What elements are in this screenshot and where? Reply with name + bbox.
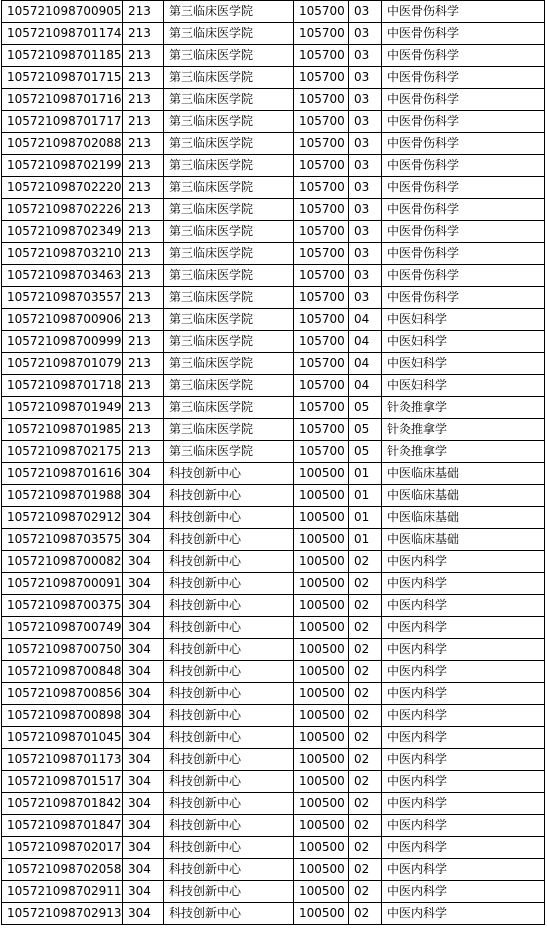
college-code-cell: 304 (123, 903, 164, 925)
candidate-id-cell: 105721098701847 (2, 815, 123, 837)
major-name-cell: 中医内科学 (382, 749, 545, 771)
college-code-cell: 304 (123, 639, 164, 661)
table-row (2, 771, 545, 793)
college-code-cell: 213 (123, 133, 164, 155)
direction-code-cell: 05 (349, 419, 382, 441)
candidate-id-cell: 105721098700898 (2, 705, 123, 727)
candidate-id-cell: 105721098700906 (2, 309, 123, 331)
college-code-cell: 304 (123, 529, 164, 551)
table-row (2, 815, 545, 837)
direction-code-cell: 02 (349, 815, 382, 837)
college-name-cell: 科技创新中心 (164, 749, 294, 771)
major-code-cell: 100500 (294, 683, 349, 705)
college-code-cell: 213 (123, 419, 164, 441)
college-name-cell: 第三临床医学院 (164, 265, 294, 287)
table-row (2, 199, 545, 221)
college-name-cell: 科技创新中心 (164, 771, 294, 793)
table-row (2, 595, 545, 617)
college-name-cell: 第三临床医学院 (164, 221, 294, 243)
major-code-cell: 100500 (294, 859, 349, 881)
college-name-cell: 科技创新中心 (164, 881, 294, 903)
major-name-cell: 中医骨伤科学 (382, 23, 545, 45)
major-code-cell: 100500 (294, 639, 349, 661)
college-code-cell: 213 (123, 1, 164, 23)
admission-list-table (1, 0, 545, 925)
direction-code-cell: 01 (349, 529, 382, 551)
college-name-cell: 科技创新中心 (164, 705, 294, 727)
table-row (2, 551, 545, 573)
college-name-cell: 第三临床医学院 (164, 155, 294, 177)
direction-code-cell: 02 (349, 617, 382, 639)
major-code-cell: 100500 (294, 617, 349, 639)
college-name-cell: 第三临床医学院 (164, 89, 294, 111)
major-code-cell: 100500 (294, 837, 349, 859)
major-code-cell: 105700 (294, 89, 349, 111)
table-row (2, 67, 545, 89)
table-row (2, 419, 545, 441)
major-code-cell: 105700 (294, 111, 349, 133)
direction-code-cell: 03 (349, 67, 382, 89)
table-row (2, 221, 545, 243)
major-code-cell: 105700 (294, 397, 349, 419)
college-code-cell: 213 (123, 353, 164, 375)
major-code-cell: 105700 (294, 419, 349, 441)
direction-code-cell: 03 (349, 89, 382, 111)
major-name-cell: 中医临床基础 (382, 507, 545, 529)
major-name-cell: 中医妇科学 (382, 331, 545, 353)
table-row (2, 573, 545, 595)
candidate-id-cell: 105721098702913 (2, 903, 123, 925)
major-code-cell: 105700 (294, 441, 349, 463)
college-code-cell: 304 (123, 551, 164, 573)
table-row (2, 727, 545, 749)
college-code-cell: 304 (123, 705, 164, 727)
major-name-cell: 中医内科学 (382, 551, 545, 573)
table-row (2, 287, 545, 309)
candidate-id-cell: 105721098702088 (2, 133, 123, 155)
major-code-cell: 100500 (294, 595, 349, 617)
major-name-cell: 中医内科学 (382, 771, 545, 793)
college-name-cell: 科技创新中心 (164, 793, 294, 815)
major-code-cell: 100500 (294, 661, 349, 683)
major-name-cell: 针灸推拿学 (382, 419, 545, 441)
candidate-id-cell: 105721098702911 (2, 881, 123, 903)
table-row (2, 793, 545, 815)
college-name-cell: 科技创新中心 (164, 727, 294, 749)
table-row (2, 529, 545, 551)
college-name-cell: 科技创新中心 (164, 859, 294, 881)
major-name-cell: 中医内科学 (382, 683, 545, 705)
college-code-cell: 213 (123, 265, 164, 287)
major-code-cell: 100500 (294, 573, 349, 595)
major-code-cell: 100500 (294, 793, 349, 815)
major-name-cell: 中医临床基础 (382, 529, 545, 551)
direction-code-cell: 02 (349, 727, 382, 749)
college-name-cell: 第三临床医学院 (164, 375, 294, 397)
college-code-cell: 304 (123, 463, 164, 485)
major-code-cell: 105700 (294, 133, 349, 155)
college-code-cell: 213 (123, 375, 164, 397)
table-row (2, 155, 545, 177)
major-name-cell: 中医内科学 (382, 727, 545, 749)
major-name-cell: 中医骨伤科学 (382, 199, 545, 221)
college-code-cell: 213 (123, 45, 164, 67)
table-body (2, 1, 545, 925)
table-row (2, 309, 545, 331)
major-name-cell: 中医内科学 (382, 881, 545, 903)
college-code-cell: 304 (123, 573, 164, 595)
college-code-cell: 304 (123, 617, 164, 639)
college-name-cell: 第三临床医学院 (164, 199, 294, 221)
direction-code-cell: 03 (349, 243, 382, 265)
major-code-cell: 100500 (294, 463, 349, 485)
candidate-id-cell: 105721098701949 (2, 397, 123, 419)
college-code-cell: 304 (123, 793, 164, 815)
candidate-id-cell: 105721098701716 (2, 89, 123, 111)
table-row (2, 617, 545, 639)
major-code-cell: 100500 (294, 705, 349, 727)
major-name-cell: 中医内科学 (382, 617, 545, 639)
direction-code-cell: 03 (349, 1, 382, 23)
major-name-cell: 中医内科学 (382, 837, 545, 859)
candidate-id-cell: 105721098702912 (2, 507, 123, 529)
direction-code-cell: 02 (349, 793, 382, 815)
table-row (2, 23, 545, 45)
college-name-cell: 科技创新中心 (164, 837, 294, 859)
direction-code-cell: 01 (349, 463, 382, 485)
major-code-cell: 105700 (294, 331, 349, 353)
college-name-cell: 第三临床医学院 (164, 309, 294, 331)
direction-code-cell: 03 (349, 111, 382, 133)
table-row (2, 1, 545, 23)
college-code-cell: 304 (123, 837, 164, 859)
major-code-cell: 100500 (294, 815, 349, 837)
candidate-id-cell: 105721098702058 (2, 859, 123, 881)
direction-code-cell: 03 (349, 155, 382, 177)
major-code-cell: 100500 (294, 749, 349, 771)
major-code-cell: 100500 (294, 529, 349, 551)
major-name-cell: 中医内科学 (382, 705, 545, 727)
table-row (2, 749, 545, 771)
major-name-cell: 中医骨伤科学 (382, 45, 545, 67)
table-row (2, 639, 545, 661)
candidate-id-cell: 105721098701718 (2, 375, 123, 397)
college-code-cell: 213 (123, 243, 164, 265)
major-code-cell: 100500 (294, 727, 349, 749)
major-name-cell: 中医骨伤科学 (382, 155, 545, 177)
candidate-id-cell: 105721098700856 (2, 683, 123, 705)
table-row (2, 705, 545, 727)
candidate-id-cell: 105721098703557 (2, 287, 123, 309)
major-code-cell: 105700 (294, 353, 349, 375)
candidate-id-cell: 105721098701173 (2, 749, 123, 771)
college-name-cell: 第三临床医学院 (164, 133, 294, 155)
table-row (2, 331, 545, 353)
college-name-cell: 科技创新中心 (164, 507, 294, 529)
college-name-cell: 科技创新中心 (164, 595, 294, 617)
college-code-cell: 213 (123, 199, 164, 221)
college-code-cell: 213 (123, 155, 164, 177)
table-row (2, 881, 545, 903)
college-code-cell: 304 (123, 595, 164, 617)
college-code-cell: 304 (123, 815, 164, 837)
college-name-cell: 第三临床医学院 (164, 397, 294, 419)
candidate-id-cell: 105721098700091 (2, 573, 123, 595)
college-name-cell: 科技创新中心 (164, 683, 294, 705)
table-row (2, 353, 545, 375)
table-row (2, 397, 545, 419)
table-row (2, 111, 545, 133)
candidate-id-cell: 105721098702226 (2, 199, 123, 221)
major-name-cell: 中医骨伤科学 (382, 287, 545, 309)
college-code-cell: 213 (123, 89, 164, 111)
major-code-cell: 105700 (294, 177, 349, 199)
table-row (2, 903, 545, 925)
college-code-cell: 213 (123, 111, 164, 133)
major-name-cell: 中医骨伤科学 (382, 265, 545, 287)
college-name-cell: 科技创新中心 (164, 815, 294, 837)
table-row (2, 133, 545, 155)
college-name-cell: 第三临床医学院 (164, 287, 294, 309)
table-row (2, 859, 545, 881)
direction-code-cell: 03 (349, 177, 382, 199)
candidate-id-cell: 105721098700999 (2, 331, 123, 353)
college-name-cell: 科技创新中心 (164, 639, 294, 661)
candidate-id-cell: 105721098703575 (2, 529, 123, 551)
college-code-cell: 304 (123, 859, 164, 881)
candidate-id-cell: 105721098701616 (2, 463, 123, 485)
major-name-cell: 针灸推拿学 (382, 397, 545, 419)
major-name-cell: 中医骨伤科学 (382, 111, 545, 133)
major-name-cell: 中医临床基础 (382, 463, 545, 485)
direction-code-cell: 03 (349, 133, 382, 155)
college-name-cell: 第三临床医学院 (164, 331, 294, 353)
table-row (2, 661, 545, 683)
college-code-cell: 304 (123, 771, 164, 793)
college-code-cell: 304 (123, 683, 164, 705)
direction-code-cell: 04 (349, 309, 382, 331)
college-code-cell: 213 (123, 331, 164, 353)
major-code-cell: 105700 (294, 221, 349, 243)
direction-code-cell: 02 (349, 683, 382, 705)
major-name-cell: 中医骨伤科学 (382, 221, 545, 243)
major-name-cell: 中医内科学 (382, 661, 545, 683)
candidate-id-cell: 105721098701185 (2, 45, 123, 67)
major-name-cell: 中医妇科学 (382, 309, 545, 331)
table-row (2, 177, 545, 199)
candidate-id-cell: 105721098702199 (2, 155, 123, 177)
candidate-id-cell: 105721098701174 (2, 23, 123, 45)
college-name-cell: 科技创新中心 (164, 617, 294, 639)
college-code-cell: 213 (123, 67, 164, 89)
college-name-cell: 第三临床医学院 (164, 23, 294, 45)
college-name-cell: 科技创新中心 (164, 551, 294, 573)
direction-code-cell: 02 (349, 551, 382, 573)
direction-code-cell: 03 (349, 265, 382, 287)
college-code-cell: 304 (123, 881, 164, 903)
table-row (2, 507, 545, 529)
candidate-id-cell: 105721098701045 (2, 727, 123, 749)
college-code-cell: 304 (123, 749, 164, 771)
college-name-cell: 第三临床医学院 (164, 67, 294, 89)
direction-code-cell: 02 (349, 661, 382, 683)
college-name-cell: 科技创新中心 (164, 661, 294, 683)
college-code-cell: 304 (123, 727, 164, 749)
candidate-id-cell: 105721098700375 (2, 595, 123, 617)
major-name-cell: 中医骨伤科学 (382, 177, 545, 199)
major-code-cell: 100500 (294, 507, 349, 529)
direction-code-cell: 03 (349, 287, 382, 309)
college-code-cell: 213 (123, 309, 164, 331)
table-row (2, 463, 545, 485)
college-name-cell: 第三临床医学院 (164, 45, 294, 67)
major-code-cell: 105700 (294, 23, 349, 45)
college-code-cell: 213 (123, 177, 164, 199)
table-row (2, 485, 545, 507)
major-code-cell: 105700 (294, 1, 349, 23)
major-name-cell: 中医内科学 (382, 639, 545, 661)
college-name-cell: 科技创新中心 (164, 573, 294, 595)
major-code-cell: 105700 (294, 287, 349, 309)
table-row (2, 89, 545, 111)
candidate-id-cell: 105721098701517 (2, 771, 123, 793)
college-name-cell: 第三临床医学院 (164, 353, 294, 375)
candidate-id-cell: 105721098701079 (2, 353, 123, 375)
candidate-id-cell: 105721098702349 (2, 221, 123, 243)
major-code-cell: 105700 (294, 45, 349, 67)
major-code-cell: 100500 (294, 903, 349, 925)
college-code-cell: 213 (123, 23, 164, 45)
candidate-id-cell: 105721098703463 (2, 265, 123, 287)
candidate-id-cell: 105721098702017 (2, 837, 123, 859)
major-code-cell: 100500 (294, 485, 349, 507)
candidate-id-cell: 105721098700905 (2, 1, 123, 23)
direction-code-cell: 02 (349, 573, 382, 595)
major-name-cell: 中医内科学 (382, 573, 545, 595)
direction-code-cell: 04 (349, 331, 382, 353)
candidate-id-cell: 105721098701988 (2, 485, 123, 507)
major-name-cell: 中医内科学 (382, 595, 545, 617)
college-name-cell: 科技创新中心 (164, 463, 294, 485)
major-name-cell: 中医骨伤科学 (382, 89, 545, 111)
college-name-cell: 第三临床医学院 (164, 111, 294, 133)
college-name-cell: 第三临床医学院 (164, 441, 294, 463)
direction-code-cell: 02 (349, 595, 382, 617)
major-code-cell: 105700 (294, 265, 349, 287)
major-name-cell: 中医骨伤科学 (382, 1, 545, 23)
college-name-cell: 科技创新中心 (164, 903, 294, 925)
direction-code-cell: 02 (349, 881, 382, 903)
direction-code-cell: 05 (349, 441, 382, 463)
major-code-cell: 105700 (294, 243, 349, 265)
direction-code-cell: 02 (349, 859, 382, 881)
candidate-id-cell: 105721098700749 (2, 617, 123, 639)
college-code-cell: 304 (123, 507, 164, 529)
table-row (2, 375, 545, 397)
candidate-id-cell: 105721098701842 (2, 793, 123, 815)
direction-code-cell: 05 (349, 397, 382, 419)
candidate-id-cell: 105721098700082 (2, 551, 123, 573)
candidate-id-cell: 105721098702220 (2, 177, 123, 199)
direction-code-cell: 04 (349, 353, 382, 375)
table-row (2, 45, 545, 67)
college-code-cell: 213 (123, 441, 164, 463)
direction-code-cell: 02 (349, 749, 382, 771)
candidate-id-cell: 105721098700750 (2, 639, 123, 661)
candidate-id-cell: 105721098700848 (2, 661, 123, 683)
college-name-cell: 第三临床医学院 (164, 1, 294, 23)
direction-code-cell: 02 (349, 705, 382, 727)
candidate-id-cell: 105721098701985 (2, 419, 123, 441)
major-name-cell: 中医妇科学 (382, 375, 545, 397)
direction-code-cell: 03 (349, 221, 382, 243)
major-code-cell: 105700 (294, 67, 349, 89)
direction-code-cell: 02 (349, 771, 382, 793)
direction-code-cell: 02 (349, 837, 382, 859)
major-name-cell: 中医内科学 (382, 859, 545, 881)
major-name-cell: 中医内科学 (382, 815, 545, 837)
major-name-cell: 中医内科学 (382, 903, 545, 925)
major-name-cell: 中医临床基础 (382, 485, 545, 507)
major-code-cell: 100500 (294, 771, 349, 793)
direction-code-cell: 01 (349, 507, 382, 529)
college-code-cell: 304 (123, 661, 164, 683)
table-row (2, 243, 545, 265)
college-name-cell: 科技创新中心 (164, 529, 294, 551)
college-name-cell: 第三临床医学院 (164, 419, 294, 441)
major-name-cell: 中医内科学 (382, 793, 545, 815)
candidate-id-cell: 105721098703210 (2, 243, 123, 265)
table-row (2, 265, 545, 287)
major-code-cell: 105700 (294, 199, 349, 221)
college-code-cell: 213 (123, 287, 164, 309)
major-name-cell: 中医骨伤科学 (382, 243, 545, 265)
major-code-cell: 100500 (294, 881, 349, 903)
direction-code-cell: 02 (349, 903, 382, 925)
major-name-cell: 中医骨伤科学 (382, 67, 545, 89)
candidate-id-cell: 105721098701717 (2, 111, 123, 133)
college-code-cell: 213 (123, 221, 164, 243)
college-name-cell: 第三临床医学院 (164, 243, 294, 265)
major-code-cell: 100500 (294, 551, 349, 573)
table-row (2, 683, 545, 705)
college-name-cell: 第三临床医学院 (164, 177, 294, 199)
major-name-cell: 针灸推拿学 (382, 441, 545, 463)
table-row (2, 441, 545, 463)
candidate-id-cell: 105721098701715 (2, 67, 123, 89)
direction-code-cell: 03 (349, 45, 382, 67)
direction-code-cell: 02 (349, 639, 382, 661)
candidate-id-cell: 105721098702175 (2, 441, 123, 463)
college-code-cell: 304 (123, 485, 164, 507)
direction-code-cell: 04 (349, 375, 382, 397)
major-code-cell: 105700 (294, 155, 349, 177)
major-code-cell: 105700 (294, 375, 349, 397)
major-name-cell: 中医骨伤科学 (382, 133, 545, 155)
table-row (2, 837, 545, 859)
college-name-cell: 科技创新中心 (164, 485, 294, 507)
direction-code-cell: 03 (349, 199, 382, 221)
college-code-cell: 213 (123, 397, 164, 419)
direction-code-cell: 03 (349, 23, 382, 45)
major-code-cell: 105700 (294, 309, 349, 331)
major-name-cell: 中医妇科学 (382, 353, 545, 375)
direction-code-cell: 01 (349, 485, 382, 507)
